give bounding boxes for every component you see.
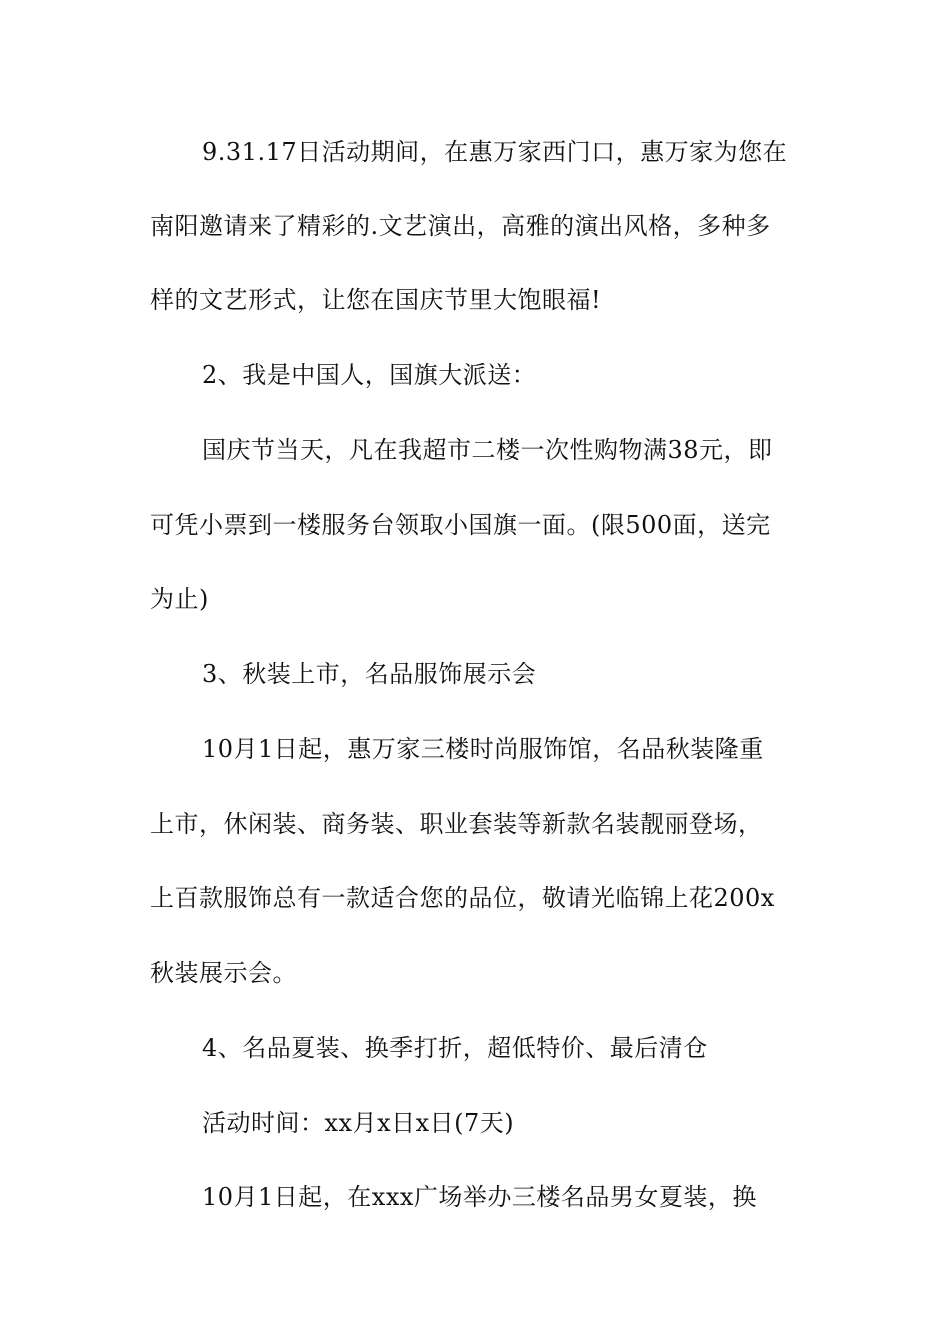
section-heading: 4、名品夏装、换季打折，超低特价、最后清仓 — [202, 1034, 708, 1062]
paragraph-line: 活动时间：xx月x日x日(7天) — [202, 1109, 515, 1137]
paragraph-line: 为止) — [150, 585, 209, 613]
paragraph-line: 10月1日起，在xxx广场举办三楼名品男女夏装，换 — [202, 1183, 757, 1211]
paragraph-line: 可凭小票到一楼服务台领取小国旗一面。(限500面，送完 — [150, 511, 771, 539]
section-heading: 3、秋装上市，名品服饰展示会 — [202, 660, 537, 688]
paragraph-line: 9.31.17日活动期间，在惠万家西门口，惠万家为您在 — [202, 138, 788, 166]
paragraph-line: 10月1日起，惠万家三楼时尚服饰馆，名品秋装隆重 — [202, 735, 764, 763]
paragraph-line: 国庆节当天，凡在我超市二楼一次性购物满38元，即 — [202, 436, 773, 464]
paragraph-line: 南阳邀请来了精彩的.文艺演出，高雅的演出风格，多种多 — [150, 212, 771, 240]
paragraph-line: 样的文艺形式，让您在国庆节里大饱眼福! — [150, 286, 602, 314]
section-heading: 2、我是中国人，国旗大派送： — [202, 361, 537, 389]
paragraph-line: 上百款服饰总有一款适合您的品位，敬请光临锦上花200x — [150, 884, 775, 912]
paragraph-line: 上市，休闲装、商务装、职业套装等新款名装靓丽登场， — [150, 810, 763, 838]
paragraph-line: 秋装展示会。 — [150, 959, 297, 987]
